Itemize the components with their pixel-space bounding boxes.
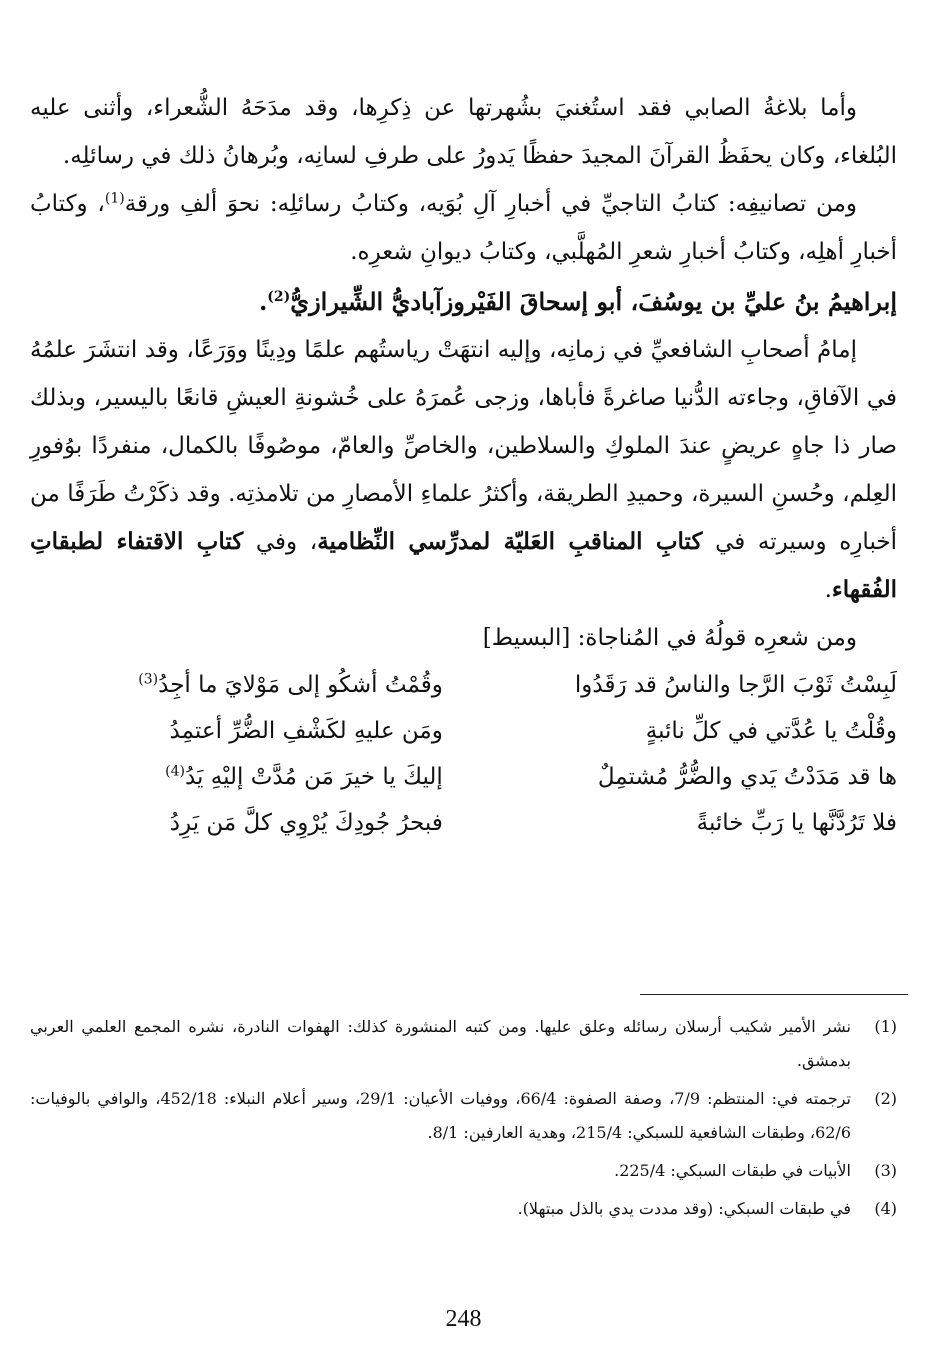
paragraph-poem-intro xyxy=(30,614,897,662)
paragraph-text: وأما بلاغةُ الصابي فقد استُغنيَ بشُهرتها عن ذِكرِها، وقد مدَحَهُ الشُّعراء، وأثنى عليه البُلغاء، وكان يحفَظُ القرآنَ المجيدَ حفظًا يَدورُ على طرفِ لسانِه، وبُرهانُ ذلك في رسائلِه. xyxy=(30,95,897,169)
verse-first-hemistich: لَبِسْتُ ثَوْبَ الرَّجا والناسُ قد رَقَدُوا xyxy=(574,672,897,698)
biography-heading xyxy=(30,278,897,326)
main-text xyxy=(30,84,897,846)
verse-text: وقُمْتُ أشكُو إلى مَوْلايَ ما أجِدُ xyxy=(158,672,443,698)
footnote-number: (4) xyxy=(874,1199,897,1218)
footnote-ref-1[interactable]: (1) xyxy=(104,190,125,207)
footnote-text: نشر الأمير شكيب أرسلان رسائله وعلق عليها. ومن كتبه المنشورة كذلك: الهفوات النادرة، نشره المجمع العلمي العربي بدمشق. xyxy=(30,1017,851,1070)
verse xyxy=(30,754,897,800)
paragraph-text: إمامُ أصحابِ الشافعيِّ في زمانِه، وإليه انتهَتْ رياستُهم علمًا ودِينًا ووَرَعًا، وقد انتشَرَ علمُهُ في الآفاقِ، وجاءته الدُّنيا صاغرةً فأباها، وزجى عُمرَهُ على خُشونةِ العيشِ قانعًا باليسير، وبذلك صار ذا جاهٍ عريضٍ عندَ الملوكِ والسلاطين، والخاصِّ والعامّ، موصُوفًا بالكمال، منفردًا بوُفورِ العِلم، وحُسنِ السيرة، وحميدِ الطريقة، وأكثرُ علماءِ الأمصارِ من تلامذتِه. وقد ذكَرْتُ طَرَفًا من أخبارِه وسيرته في xyxy=(30,337,897,555)
paragraph-text: ومن شعرِه قولُهُ في المُناجاة: [البسيط] xyxy=(482,625,857,651)
verse-first-hemistich: وقُلْتُ يا عُدَّتي في كلِّ نائبةٍ xyxy=(645,718,897,744)
poem xyxy=(30,662,897,846)
verse-first-hemistich: ها قد مَدَدْتُ يَدي والضُّرُّ مُشتمِلٌ xyxy=(597,764,897,790)
footnote-number: (1) xyxy=(874,1017,897,1036)
paragraph-shirazi-bio xyxy=(30,326,897,614)
verse-second-hemistich xyxy=(30,800,455,846)
footnote-ref-4[interactable]: (4) xyxy=(165,763,185,780)
verse-text: إليكَ يا خيرَ مَن مُدَّتْ إليْهِ يَدُ xyxy=(184,764,443,790)
verse xyxy=(30,800,897,846)
verse-second-hemistich xyxy=(30,754,455,800)
verse-second-hemistich xyxy=(30,708,455,754)
paragraph-text: ، وفي xyxy=(243,529,318,555)
verse xyxy=(30,708,897,754)
footnote-text: الأبيات في طبقات السبكي: 225/4. xyxy=(614,1161,851,1180)
heading-end: . xyxy=(258,287,268,316)
book-title-manaqib: كتابِ المناقبِ العَليّة لمدرِّسي النِّظامية xyxy=(317,528,703,555)
footnote-separator xyxy=(640,994,908,995)
heading-text: إبراهيمُ بنُ عليِّ بن يوسُفَ، أبو إسحاقَ الفَيْروزآباديُّ الشِّيرازيُّ xyxy=(290,287,897,316)
paragraph-text: ، وكتابُ أخبارِ أهلِه، وكتابُ أخبارِ شعرِ المُهلَّبي، وكتابُ ديوانِ شعرِه. xyxy=(30,191,897,265)
paragraph-sabi-eloquence xyxy=(30,84,897,180)
footnotes xyxy=(30,1010,897,1230)
paragraph-text: . xyxy=(824,577,832,603)
footnote-3 xyxy=(30,1154,897,1188)
verse xyxy=(30,662,897,708)
paragraph-sabi-works xyxy=(30,180,897,276)
footnote-ref-3[interactable]: (3) xyxy=(138,671,159,688)
verse-first-hemistich: فلا تَرُدَّنَّها يا رَبِّ خائبةً xyxy=(696,810,897,836)
book-title-iqtifa: كتابِ الاقتفاء لطبقاتِ الفُقهاء xyxy=(30,528,897,603)
page-number: 248 xyxy=(445,1306,482,1332)
footnote-text: في طبقات السبكي: (وقد مددت يدي بالذل مبتهلا). xyxy=(517,1199,851,1218)
footnote-ref-2[interactable]: (2) xyxy=(267,289,291,305)
footnote-number: (2) xyxy=(874,1089,897,1108)
verse-second-hemistich xyxy=(30,662,455,708)
footnote-1 xyxy=(30,1010,897,1078)
footnote-number: (3) xyxy=(874,1161,897,1180)
footnote-text: ترجمته في: المنتظم: 7/9، وصفة الصفوة: 66/4، ووفيات الأعيان: 29/1، وسير أعلام النبلاء: 452/18، والوافي بالوفيات: 62/6، وطبقات الشافعية للسبكي: 215/4، وهدية العارفين: 8/1. xyxy=(30,1089,852,1142)
paragraph-text: ومن تصانيفِه: كتابُ التاجيِّ في أخبارِ آلِ بُوَيه، وكتابُ رسائلِه: نحوَ ألفِ ورقة xyxy=(124,191,857,217)
verse-text: ومَن عليهِ لكَشْفِ الضُّرِّ أعتمِدُ xyxy=(169,718,443,744)
verse-text: فبحرُ جُودِكَ يُرْوِي كلَّ مَن يَرِدُ xyxy=(169,810,443,836)
footnote-4 xyxy=(30,1192,897,1226)
footnote-2 xyxy=(30,1082,897,1150)
